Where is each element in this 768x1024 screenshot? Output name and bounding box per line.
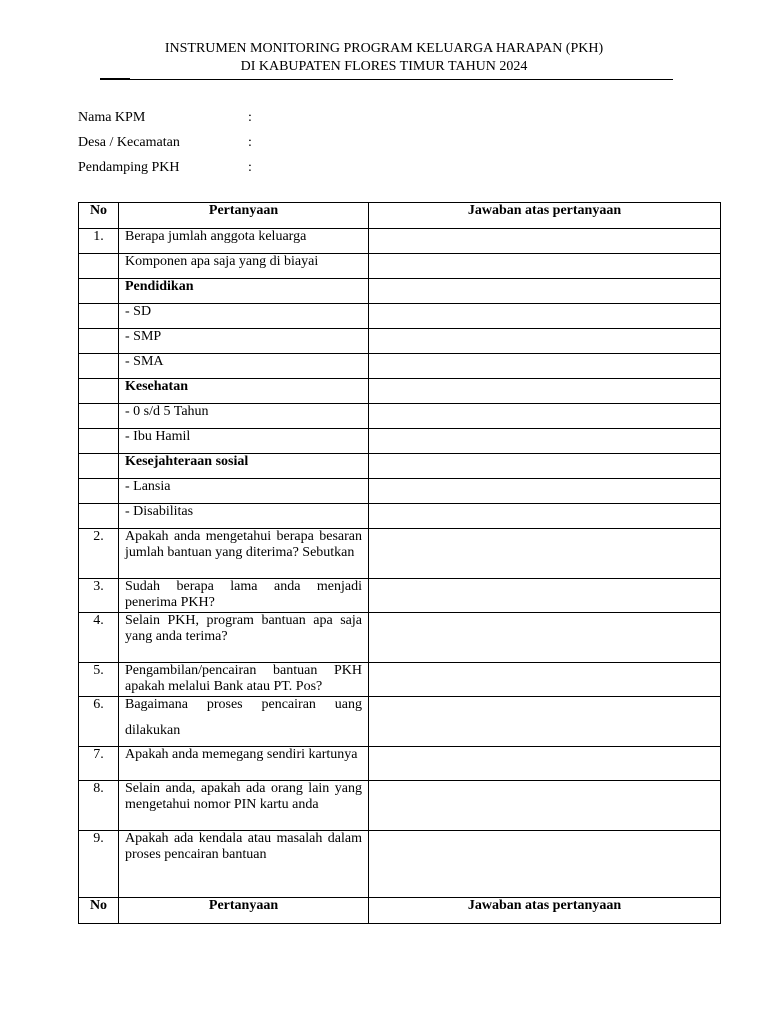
answer-cell[interactable] [369,229,721,254]
row-category: Pendidikan [119,279,369,304]
row-number: 8. [79,781,119,831]
row-number [79,479,119,504]
row-category: Kesejahteraan sosial [119,454,369,479]
table-row [79,404,721,429]
row-question: - SD [119,304,369,329]
field-pendamping-pkh [78,158,252,178]
answer-cell[interactable] [369,579,721,613]
table-row [79,579,721,613]
footer-no: No [79,898,119,924]
row-number [79,454,119,479]
row-number [79,304,119,329]
row-question: Pengambilan/pencairan bantuan PKH apakah melalui Bank atau PT. Pos? [119,663,369,697]
row-number: 6. [79,697,119,747]
title-underline [100,79,673,80]
table-row [79,479,721,504]
row-question-line: dilakukan [125,723,181,738]
row-number [79,379,119,404]
table-row [79,613,721,663]
table-row [79,329,721,354]
row-number [79,254,119,279]
answer-cell[interactable] [369,831,721,898]
header-no: No [79,203,119,229]
row-number [79,354,119,379]
field-nama-kpm [78,108,252,128]
answer-cell[interactable] [369,697,721,747]
row-question: - SMP [119,329,369,354]
document-title [0,40,768,76]
answer-cell[interactable] [369,404,721,429]
table-row [79,663,721,697]
row-question: Apakah anda mengetahui berapa besaran jumlah bantuan yang diterima? Sebutkan [119,529,369,579]
field-label: Nama KPM [78,110,146,125]
row-question: - Ibu Hamil [119,429,369,454]
table-row [79,429,721,454]
table-header-row [79,203,721,229]
table-row [79,304,721,329]
table-row [79,279,721,304]
answer-cell[interactable] [369,663,721,697]
answer-cell[interactable] [369,504,721,529]
row-question: Selain PKH, program bantuan apa saja yang anda terima? [119,613,369,663]
row-question: - Lansia [119,479,369,504]
row-question: - Disabilitas [119,504,369,529]
table-row [79,504,721,529]
row-question: Selain anda, apakah ada orang lain yang mengetahui nomor PIN kartu anda [119,781,369,831]
row-number: 9. [79,831,119,898]
table-row [79,781,721,831]
answer-cell[interactable] [369,304,721,329]
row-number: 4. [79,613,119,663]
answer-cell[interactable] [369,529,721,579]
row-number [79,504,119,529]
answer-cell[interactable] [369,379,721,404]
row-number: 2. [79,529,119,579]
field-label: Pendamping PKH [78,160,180,175]
row-number [79,404,119,429]
row-number [79,279,119,304]
field-label: Desa / Kecamatan [78,135,180,150]
table-row [79,747,721,781]
row-number: 5. [79,663,119,697]
monitoring-table [78,202,721,924]
answer-cell[interactable] [369,429,721,454]
row-question: - 0 s/d 5 Tahun [119,404,369,429]
field-desa-kecamatan [78,133,252,153]
table-row [79,831,721,898]
answer-cell[interactable] [369,613,721,663]
row-number: 7. [79,747,119,781]
table-row [79,379,721,404]
title-line-1: INSTRUMEN MONITORING PROGRAM KELUARGA HARAPAN (PKH) [164,41,604,56]
row-number [79,429,119,454]
title-line-2: DI KABUPATEN FLORES TIMUR TAHUN 2024 [240,59,528,74]
answer-cell[interactable] [369,354,721,379]
table-row [79,254,721,279]
table-footer-row [79,898,721,924]
answer-cell[interactable] [369,747,721,781]
row-question: Komponen apa saja yang di biayai [119,254,369,279]
answer-cell[interactable] [369,279,721,304]
table-row [79,229,721,254]
title-underline-accent [100,78,130,80]
row-question: Berapa jumlah anggota keluarga [119,229,369,254]
header-answer: Jawaban atas pertanyaan [369,203,721,229]
table-row [79,454,721,479]
answer-cell[interactable] [369,479,721,504]
footer-question: Pertanyaan [119,898,369,924]
table-row [79,529,721,579]
table-row [79,697,721,747]
answer-cell[interactable] [369,781,721,831]
row-question: Apakah ada kendala atau masalah dalam proses pencairan bantuan [119,831,369,898]
header-question: Pertanyaan [119,203,369,229]
field-colon: : [248,135,252,150]
row-question: Apakah anda memegang sendiri kartunya [119,747,369,781]
table-row [79,354,721,379]
field-colon: : [248,160,252,175]
answer-cell[interactable] [369,254,721,279]
row-question: Sudah berapa lama anda menjadi penerima PKH? [119,579,369,613]
row-category: Kesehatan [119,379,369,404]
answer-cell[interactable] [369,329,721,354]
field-colon: : [248,110,252,125]
row-question-line: Bagaimana proses pencairan uang [125,697,362,712]
row-question [119,697,369,747]
footer-answer: Jawaban atas pertanyaan [369,898,721,924]
row-number: 1. [79,229,119,254]
row-question: - SMA [119,354,369,379]
row-number [79,329,119,354]
row-number: 3. [79,579,119,613]
answer-cell[interactable] [369,454,721,479]
